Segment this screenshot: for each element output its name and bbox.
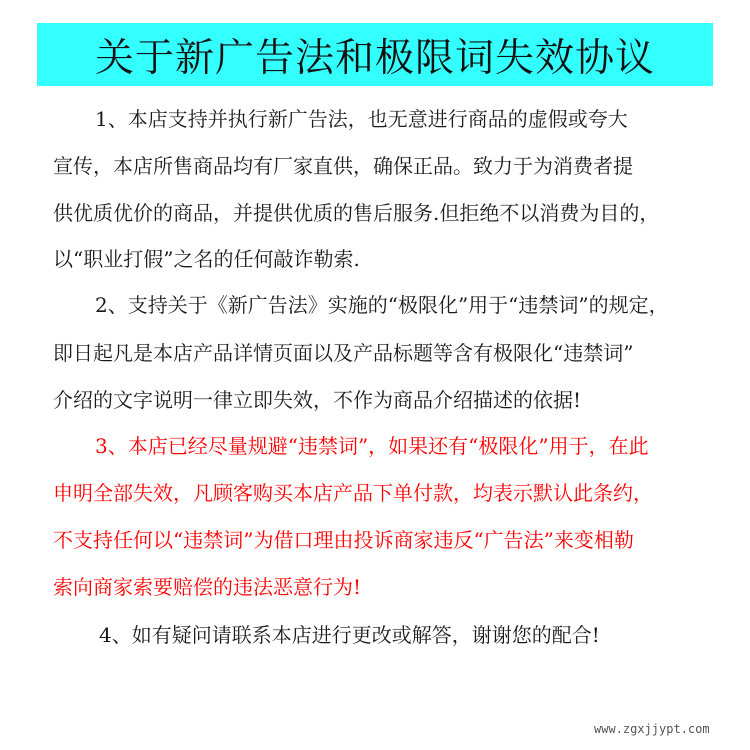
paragraph-1-line-1: 1、本店支持并执行新广告法，也无意进行商品的虚假或夸大 (95, 107, 628, 131)
paragraph-3-line-2: 申明全部失效，凡顾客购买本店产品下单付款，均表示默认此条约， (53, 481, 653, 505)
paragraph-3-line-4: 索向商家索要赔偿的违法恶意行为! (53, 575, 362, 599)
watermark-url: www.zgxjjypt.com (594, 722, 710, 736)
title-banner (37, 23, 713, 86)
paragraph-4-line-1: 4、如有疑问请联系本店进行更改或解答，谢谢您的配合! (99, 623, 600, 647)
paragraph-2-line-3: 介绍的文字说明一律立即失效，不作为商品介绍描述的依据! (53, 388, 582, 412)
page-title: 关于新广告法和极限词失效协议 (94, 35, 655, 81)
paragraph-3-line-1: 3、本店已经尽量规避“违禁词”，如果还有“极限化”用于，在此 (95, 434, 649, 458)
paragraph-1-line-3: 供优质优价的商品，并提供优质的售后服务.但拒绝不以消费为目的， (53, 201, 660, 225)
paragraph-2-line-1: 2、支持关于《新广告法》实施的“极限化”用于“违禁词”的规定， (95, 293, 669, 317)
paragraph-2-line-2: 即日起凡是本店产品详情页面以及产品标题等含有极限化“违禁词” (53, 341, 634, 365)
paragraph-1-line-2: 宣传，本店所售商品均有厂家直供，确保正品。致力于为消费者提 (53, 154, 633, 178)
paragraph-3-line-3: 不支持任何以“违禁词”为借口理由投诉商家违反“广告法”来变相勒 (53, 528, 634, 552)
paragraph-1-line-4: 以“职业打假”之名的任何敲诈勒索. (53, 247, 360, 271)
